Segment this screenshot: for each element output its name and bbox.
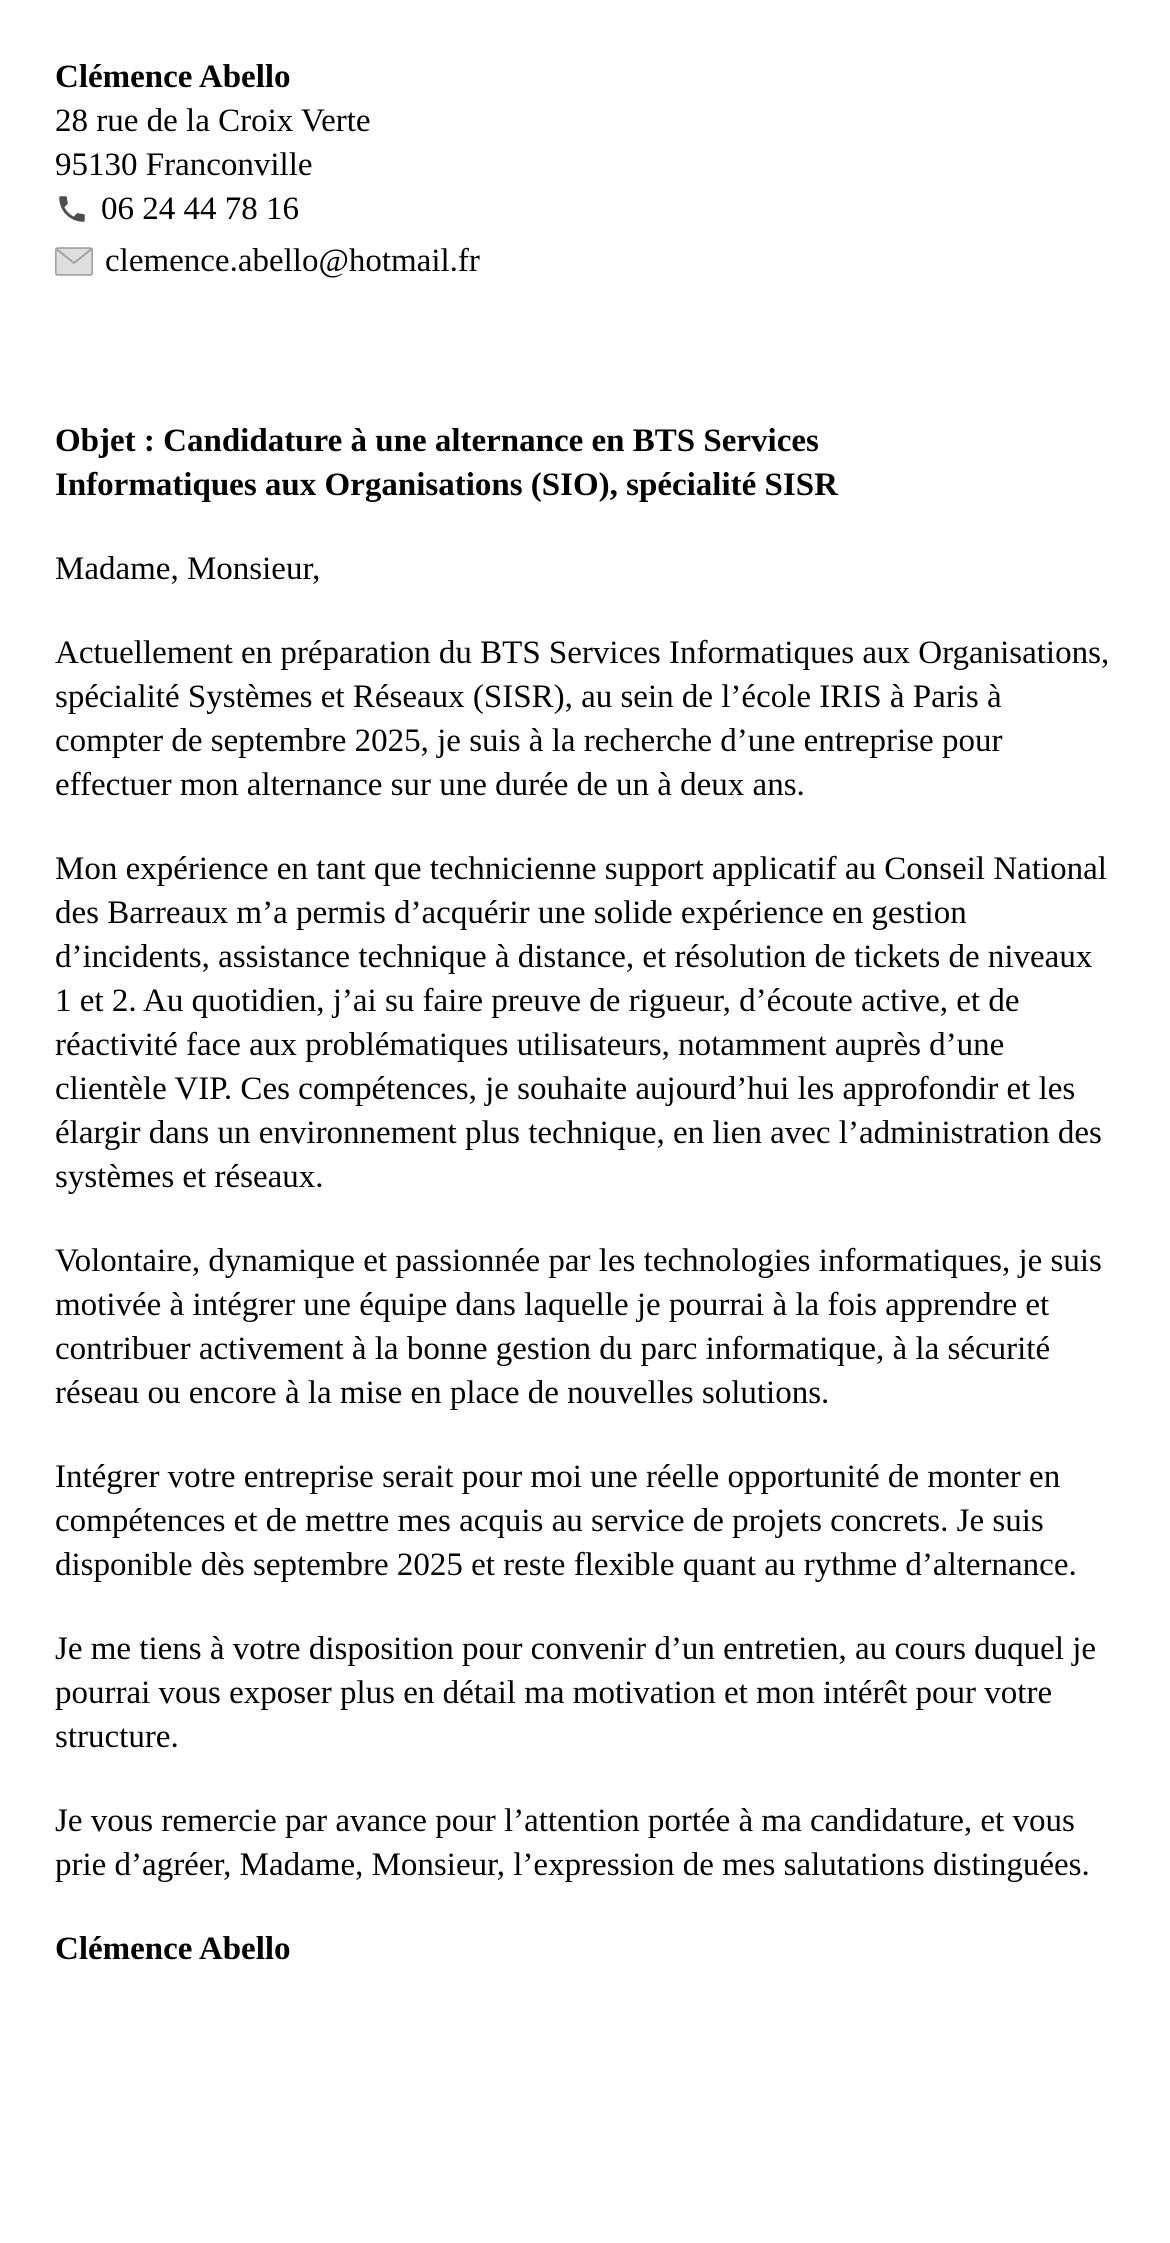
phone-number: 06 24 44 78 16 bbox=[101, 191, 299, 227]
address-line-2: 95130 Franconville bbox=[55, 147, 313, 183]
signature-name: Clémence Abello bbox=[55, 1931, 291, 1967]
paragraph-closing: Je vous remercie par avance pour l’attention portée à ma candidature, et vous prie d’agréer, Madame, Monsieur, l’expression de mes salutations distinguées. bbox=[55, 1803, 1090, 1883]
paragraph-motivation: Volontaire, dynamique et passionnée par les technologies informatiques, je suis motivée à intégrer une équipe dans laquelle je pourrai à la fois apprendre et contribuer activement à la bonne gestion du parc informatique, à la sécurité réseau ou encore à la mise en place de nouvelles solutions. bbox=[55, 1243, 1102, 1411]
sender-name: Clémence Abello bbox=[55, 59, 291, 95]
paragraph-intro: Actuellement en préparation du BTS Services Informatiques aux Organisations, spécialité Systèmes et Réseaux (SISR), au sein de l’école IRIS à Paris à compter de septembre 2025, je suis à la recherche d’une entreprise pour effectuer mon alternance sur une durée de un à deux ans. bbox=[55, 635, 1110, 803]
salutation: Madame, Monsieur, bbox=[55, 551, 321, 587]
email-address: clemence.abello@hotmail.fr bbox=[105, 243, 480, 279]
phone-icon bbox=[55, 192, 89, 226]
phone-row bbox=[55, 187, 1113, 231]
letter-body bbox=[55, 419, 1113, 1971]
paragraph-experience: Mon expérience en tant que technicienne support applicatif au Conseil National des Barreaux m’a permis d’acquérir une solide expérience en gestion d’incidents, assistance technique à distance, et résolution de tickets de niveaux 1 et 2. Au quotidien, j’ai su faire preuve de rigueur, d’écoute active, et de réactivité face aux problématiques utilisateurs, notamment auprès d’une clientèle VIP. Ces compétences, je souhaite aujourd’hui les approfondir et les élargir dans un environnement plus technique, en lien avec l’administration des systèmes et réseaux. bbox=[55, 851, 1107, 1195]
paragraph-availability: Je me tiens à votre disposition pour convenir d’un entretien, au cours duquel je pourrai vous exposer plus en détail ma motivation et mon intérêt pour votre structure. bbox=[55, 1631, 1097, 1755]
paragraph-opportunity: Intégrer votre entreprise serait pour moi une réelle opportunité de monter en compétences et de mettre mes acquis au service de projets concrets. Je suis disponible dès septembre 2025 et reste flexible quant au rythme d’alternance. bbox=[55, 1459, 1077, 1583]
address-line-1: 28 rue de la Croix Verte bbox=[55, 103, 371, 139]
email-row bbox=[55, 239, 1113, 283]
envelope-icon bbox=[55, 247, 93, 276]
contact-header bbox=[55, 55, 1113, 283]
subject-line: Objet : Candidature à une alternance en BTS Services Informatiques aux Organisations (SIO), spécialité SISR bbox=[55, 423, 838, 503]
phone-icon-glyph bbox=[59, 196, 85, 222]
